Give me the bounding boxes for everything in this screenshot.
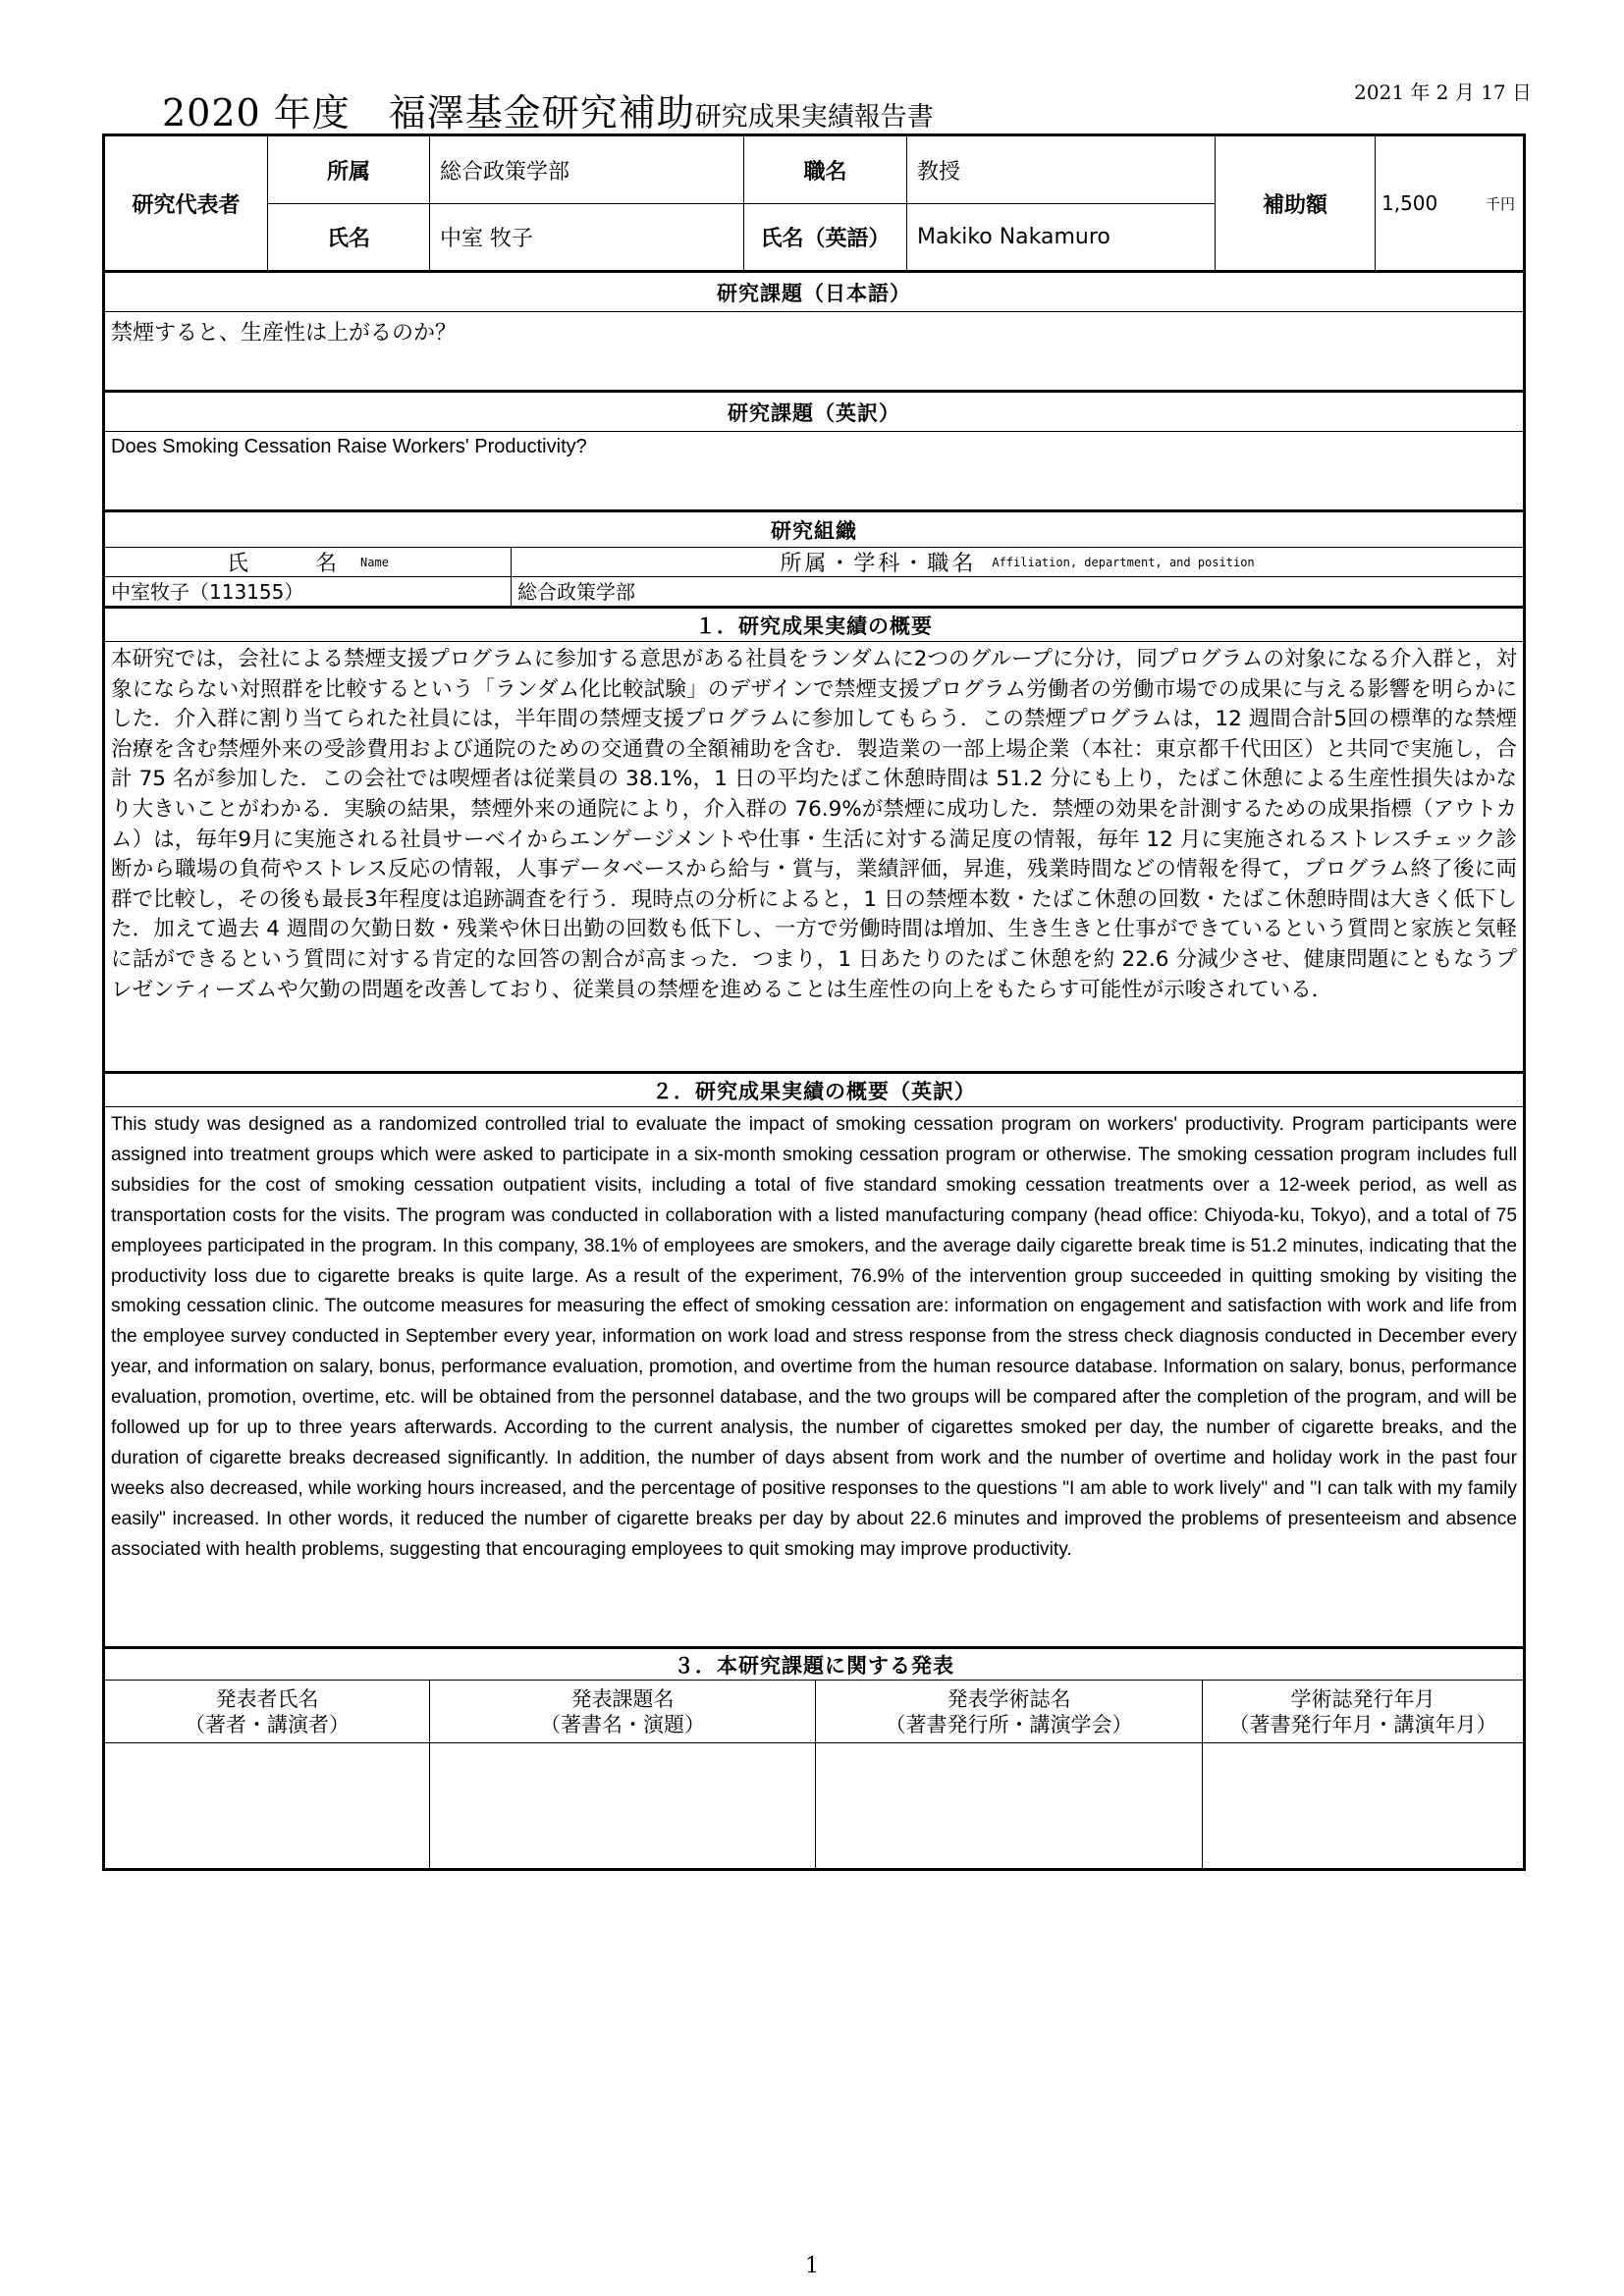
research-title-jp-heading: 研究課題（日本語） [105,270,1523,311]
col-journal-line1: 発表学術誌名 [947,1686,1071,1711]
org-affil-col-label: 所属・学科・職名 [780,552,977,576]
summary-en-text: This study was designed as a randomized controlled trial to evaluate the impact of smoking cessation program on workers' productivity. Program participants were assigned into treatment groups which were asked to participate in a six-month smoking cessation program or otherwise. The smoking cessation program includes full subsidies for the cost of smoking cessation outpatient visits, including a total of five standard smoking cessation treatments over a 12-week period, as well as transportation costs for the visits. The program was conducted in collaboration with a listed manufacturing company (head office: Chiyoda-ku, Tokyo), and a total of 75 employees participated in the program. In this company, 38.1% of employees are smokers, and the average daily cigarette break time is 51.2 minutes, indicating that the productivity loss due to cigarette breaks is quite large. As a result of the experiment, 76.9% of the intervention group succeeded in quitting smoking by visiting the smoking cessation clinic. The outcome measures for measuring the effect of smoking cessation are: information on engagement and satisfaction with work and life from the employee survey conducted in September every year, information on work load and stress response from the stress check diagnosis conducted in December every year, and information on salary, bonus, performance evaluation, promotion, and overtime from the human resource database. Information on salary, bonus, performance evaluation, promotion, overtime, etc. will be obtained from the personnel database, and the two groups will be compared after the completion of the program, and will be followed up for up to three years afterwards. According to the current analysis, the number of cigarettes smoked per day, the number of cigarette breaks, and the duration of cigarette breaks decreased significantly. In addition, the number of days absent from work and the number of overtime and holiday work in the past four weeks also decreased, while working hours increased, and the percentage of positive responses to the questions "I am able to work lively" and "I can talk with my family easily" increased. In other words, it reduced the number of cigarette breaks per day by about 22.6 minutes and improved the problems of presenteeism and absence associated with health problems, suggesting that encouraging employees to quit smoking may improve productivity. [105,1106,1523,1646]
presentations-row-date [1202,1742,1523,1868]
col-date-line2: （著書発行年月・講演年月） [1228,1712,1497,1736]
name-en-label: 氏名（英語） [743,203,906,270]
col-title-line2: （著書名・演題） [540,1712,705,1736]
research-title-jp-text: 禁煙すると、生産性は上がるのか？ [105,311,1523,390]
report-form [102,133,1526,1871]
summary-jp-text: 本研究では，会社による禁煙支援プログラムに参加する意思がある社員をランダムに2つのグループに分け，同プログラムの対象になる介入群と，対象にならない対照群を比較するという「ランダム化比較試験」のデザインで禁煙支援プログラム労働者の労働市場での成果に与える影響を明らかにした．介入群に割り当てられた社員には，半年間の禁煙支援プログラムに参加してもらう．この禁煙プログラムは，12 週間合計5回の標準的な禁煙治療を含む禁煙外来の受診費用および通院のための交通費の全額補助を含む．製造業の一部上場企業（本社：東京都千代田区）と共同で実施し，合計 75 名が参加した．この会社では喫煙者は従業員の 38.1%，1 日の平均たばこ休憩時間は 51.2 分にも上り，たばこ休憩による生産性損失はかなり大きいことがわかる．実験の結果，禁煙外来の通院により，介入群の 76.9%が禁煙に成功した．禁煙の効果を計測するための成果指標（アウトカム）は，毎年9月に実施される社員サーベイからエンゲージメントや仕事・生活に対する満足度の情報，毎年 12 月に実施されるストレスチェック診断から職場の負荷やストレス反応の情報，人事データベースから給与・賞与，業績評価，昇進，残業時間などの情報を得て，プログラム終了後に両群で比較し，その後も最長3年程度は追跡調査を行う．現時点の分析によると，1 日の禁煙本数・たばこ休憩の回数・たばこ休憩時間は大きく低下した．加えて過去 4 週間の欠勤日数・残業や休日出勤の回数も低下し、一方で労働時間は増加、生き生きと仕事ができているという質問と家族と気軽に話ができるという質問に対する肯定的な回答の割合が高まった．つまり，1 日あたりのたばこ休憩を約 22.6 分減少させ、健康問題にともなうプレゼンティーズムや欠勤の問題を改善しており、従業員の禁煙を進めることは生産性の向上をもたらす可能性が示唆されている． [105,641,1523,1071]
summary-en-heading: ２．研究成果実績の概要（英訳） [105,1071,1523,1106]
org-row-affiliation: 総合政策学部 [511,576,1523,606]
col-title-line1: 発表課題名 [570,1686,675,1711]
grant-unit: 千円 [1485,194,1515,213]
presentations-row-author [105,1742,429,1868]
name-label: 氏名 [267,203,429,270]
grant-amount [1375,136,1523,270]
org-affil-col-en: Affiliation, department, and position [992,555,1255,569]
affiliation-label: 所属 [267,136,429,203]
col-journal-line2: （著書発行所・講演学会） [885,1712,1133,1736]
col-author-line1: 発表者氏名 [215,1686,319,1711]
col-date-line1: 学術誌発行年月 [1290,1686,1435,1711]
research-title-en-text: Does Smoking Cessation Raise Workers' Productivity? [105,431,1523,509]
grant-value: 1,500 [1381,191,1438,215]
presentations-col-title [429,1680,815,1742]
title-main: 2020 年度 福澤基金研究補助 [162,91,695,134]
presentations-col-journal [815,1680,1202,1742]
org-name-col-label: 氏 名 [227,552,346,576]
grant-label: 補助額 [1215,136,1375,270]
col-author-line2: （著者・講演者） [185,1712,350,1736]
organization-heading: 研究組織 [105,509,1523,547]
presentations-row-journal [815,1742,1202,1868]
position-label: 職名 [743,136,906,203]
research-title-en-heading: 研究課題（英訳） [105,390,1523,431]
report-date: 2021 年 2 月 17 日 [1354,80,1532,104]
org-row-name: 中室牧子（113155） [105,576,511,606]
presentations-row-title [429,1742,815,1868]
org-name-col-en: Name [360,555,389,569]
org-affil-col [511,547,1523,576]
title-sub: 研究成果実績報告書 [694,102,934,133]
name-en-value: Makiko Nakamuro [906,203,1215,270]
name-value: 中室 牧子 [429,203,743,270]
page-title [162,82,934,136]
position-value: 教授 [906,136,1215,203]
presentations-heading: ３．本研究課題に関する発表 [105,1646,1523,1680]
org-name-col [105,547,511,576]
affiliation-value: 総合政策学部 [429,136,743,203]
representative-label: 研究代表者 [132,192,241,218]
presentations-col-date [1202,1680,1523,1742]
summary-jp-heading: １．研究成果実績の概要 [105,606,1523,641]
page-number: 1 [805,2254,819,2278]
presentations-col-author [105,1680,429,1742]
